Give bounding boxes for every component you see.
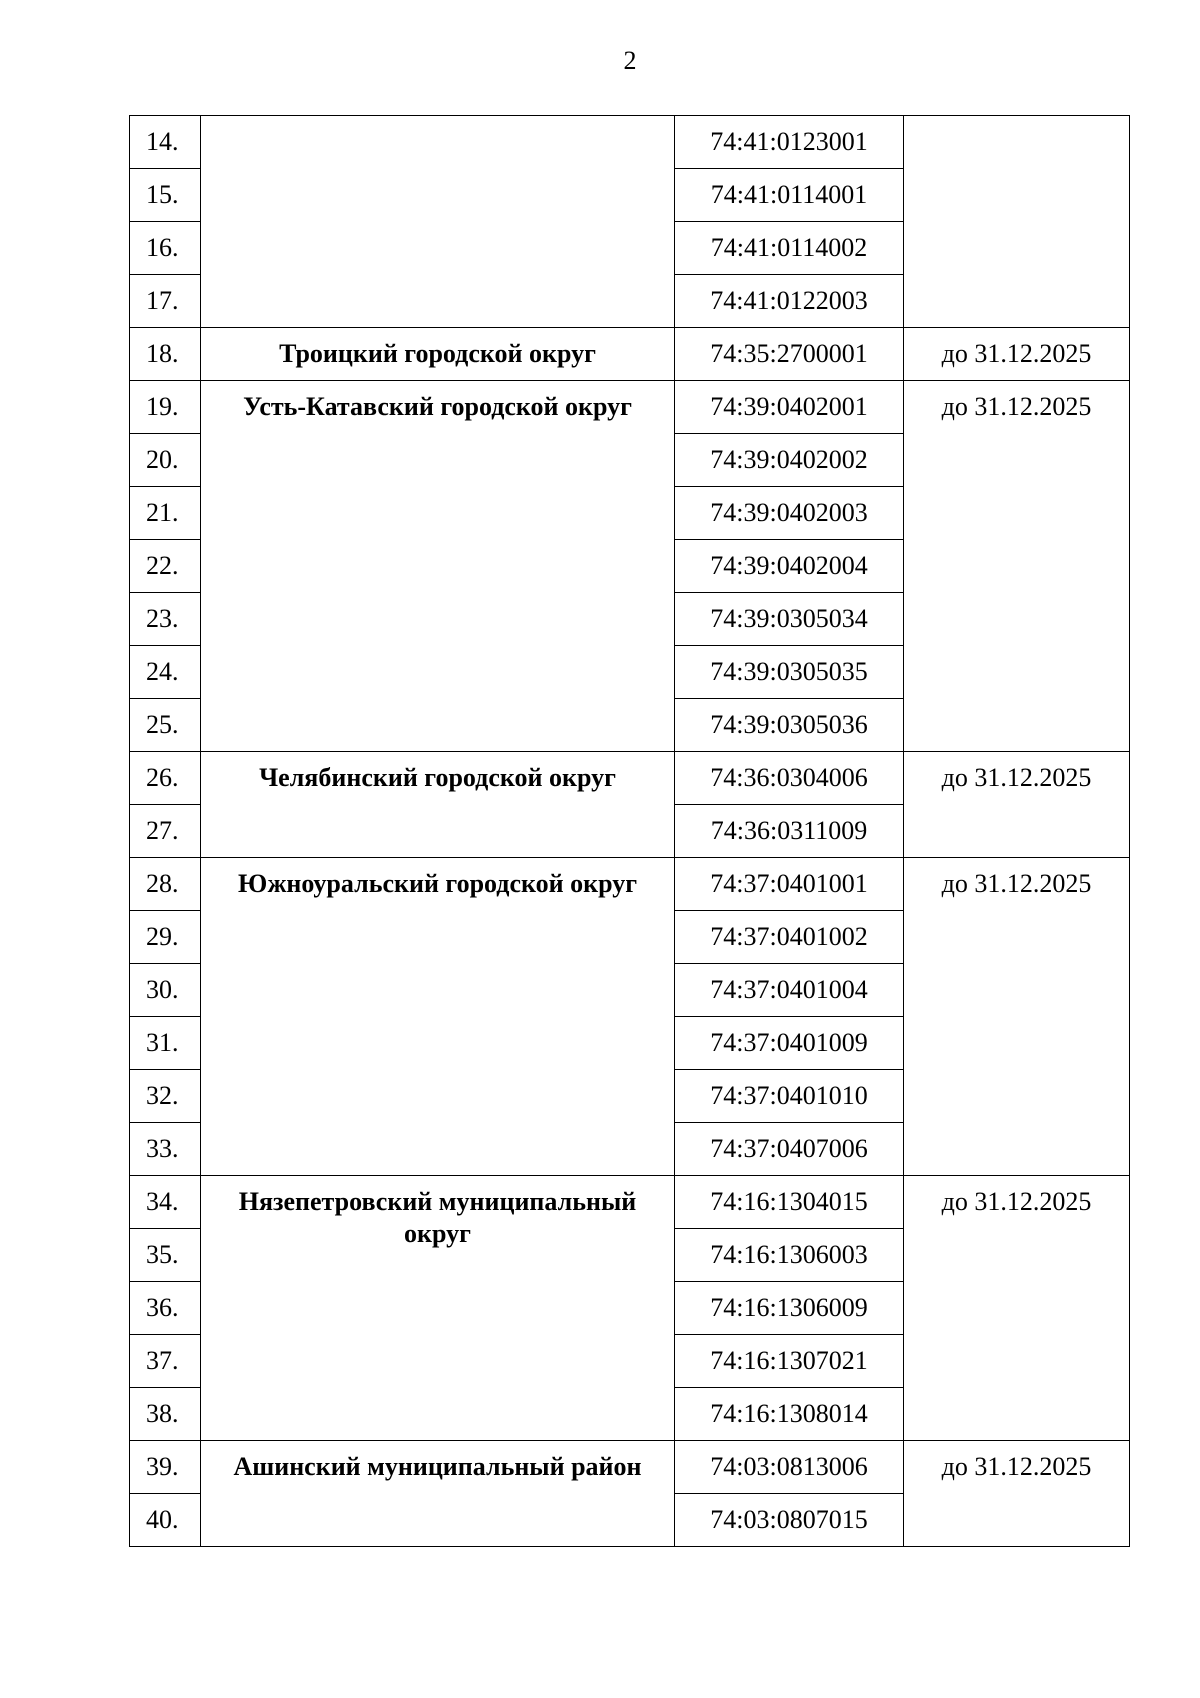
district-name <box>201 116 675 328</box>
cadastral-number: 74:16:1308014 <box>675 1388 904 1441</box>
deadline: до 31.12.2025 <box>904 328 1130 381</box>
row-number: 23. <box>130 593 201 646</box>
row-number: 38. <box>130 1388 201 1441</box>
cadastral-number: 74:37:0401001 <box>675 858 904 911</box>
cadastral-number: 74:39:0402004 <box>675 540 904 593</box>
cadastral-number: 74:39:0305034 <box>675 593 904 646</box>
table-row <box>130 858 1130 911</box>
cadastral-number: 74:41:0123001 <box>675 116 904 169</box>
cadastral-number: 74:41:0114002 <box>675 222 904 275</box>
row-number: 29. <box>130 911 201 964</box>
cadastral-number: 74:16:1306009 <box>675 1282 904 1335</box>
district-name: Нязепетровский муниципальный округ <box>201 1176 675 1441</box>
row-number: 26. <box>130 752 201 805</box>
cadastral-number: 74:39:0402001 <box>675 381 904 434</box>
row-number: 34. <box>130 1176 201 1229</box>
table-row <box>130 752 1130 805</box>
district-name: Челябинский городской округ <box>201 752 675 858</box>
row-number: 36. <box>130 1282 201 1335</box>
row-number: 22. <box>130 540 201 593</box>
deadline: до 31.12.2025 <box>904 381 1130 752</box>
cadastral-number: 74:41:0122003 <box>675 275 904 328</box>
table-row <box>130 381 1130 434</box>
deadline: до 31.12.2025 <box>904 858 1130 1176</box>
row-number: 33. <box>130 1123 201 1176</box>
cadastral-number: 74:39:0305035 <box>675 646 904 699</box>
cadastral-number: 74:37:0401004 <box>675 964 904 1017</box>
district-name: Южноуральский городской округ <box>201 858 675 1176</box>
cadastral-number: 74:16:1306003 <box>675 1229 904 1282</box>
row-number: 39. <box>130 1441 201 1494</box>
row-number: 35. <box>130 1229 201 1282</box>
deadline: до 31.12.2025 <box>904 752 1130 858</box>
row-number: 24. <box>130 646 201 699</box>
cadastral-number: 74:35:2700001 <box>675 328 904 381</box>
row-number: 18. <box>130 328 201 381</box>
row-number: 19. <box>130 381 201 434</box>
table-row <box>130 1441 1130 1494</box>
row-number: 40. <box>130 1494 201 1547</box>
row-number: 32. <box>130 1070 201 1123</box>
row-number: 31. <box>130 1017 201 1070</box>
cadastral-number: 74:16:1307021 <box>675 1335 904 1388</box>
cadastral-number: 74:37:0401010 <box>675 1070 904 1123</box>
cadastral-number: 74:37:0407006 <box>675 1123 904 1176</box>
district-name: Усть-Катавский городской округ <box>201 381 675 752</box>
row-number: 17. <box>130 275 201 328</box>
row-number: 28. <box>130 858 201 911</box>
table-row <box>130 328 1130 381</box>
deadline: до 31.12.2025 <box>904 1441 1130 1547</box>
cadastral-quarters-table <box>129 115 1130 1547</box>
page-number: 2 <box>623 46 637 75</box>
cadastral-number: 74:37:0401009 <box>675 1017 904 1070</box>
deadline: до 31.12.2025 <box>904 1176 1130 1441</box>
row-number: 37. <box>130 1335 201 1388</box>
cadastral-number: 74:36:0311009 <box>675 805 904 858</box>
cadastral-number: 74:39:0402003 <box>675 487 904 540</box>
cadastral-number: 74:39:0402002 <box>675 434 904 487</box>
row-number: 27. <box>130 805 201 858</box>
cadastral-number: 74:37:0401002 <box>675 911 904 964</box>
cadastral-number: 74:16:1304015 <box>675 1176 904 1229</box>
deadline <box>904 116 1130 328</box>
cadastral-number: 74:41:0114001 <box>675 169 904 222</box>
cadastral-number: 74:03:0813006 <box>675 1441 904 1494</box>
cadastral-number: 74:36:0304006 <box>675 752 904 805</box>
row-number: 30. <box>130 964 201 1017</box>
row-number: 25. <box>130 699 201 752</box>
table-body <box>130 116 1130 1547</box>
row-number: 20. <box>130 434 201 487</box>
row-number: 14. <box>130 116 201 169</box>
cadastral-number: 74:03:0807015 <box>675 1494 904 1547</box>
table-row <box>130 116 1130 169</box>
row-number: 15. <box>130 169 201 222</box>
district-name: Ашинский муниципальный район <box>201 1441 675 1547</box>
row-number: 16. <box>130 222 201 275</box>
table-row <box>130 1176 1130 1229</box>
cadastral-number: 74:39:0305036 <box>675 699 904 752</box>
district-name: Троицкий городской округ <box>201 328 675 381</box>
row-number: 21. <box>130 487 201 540</box>
